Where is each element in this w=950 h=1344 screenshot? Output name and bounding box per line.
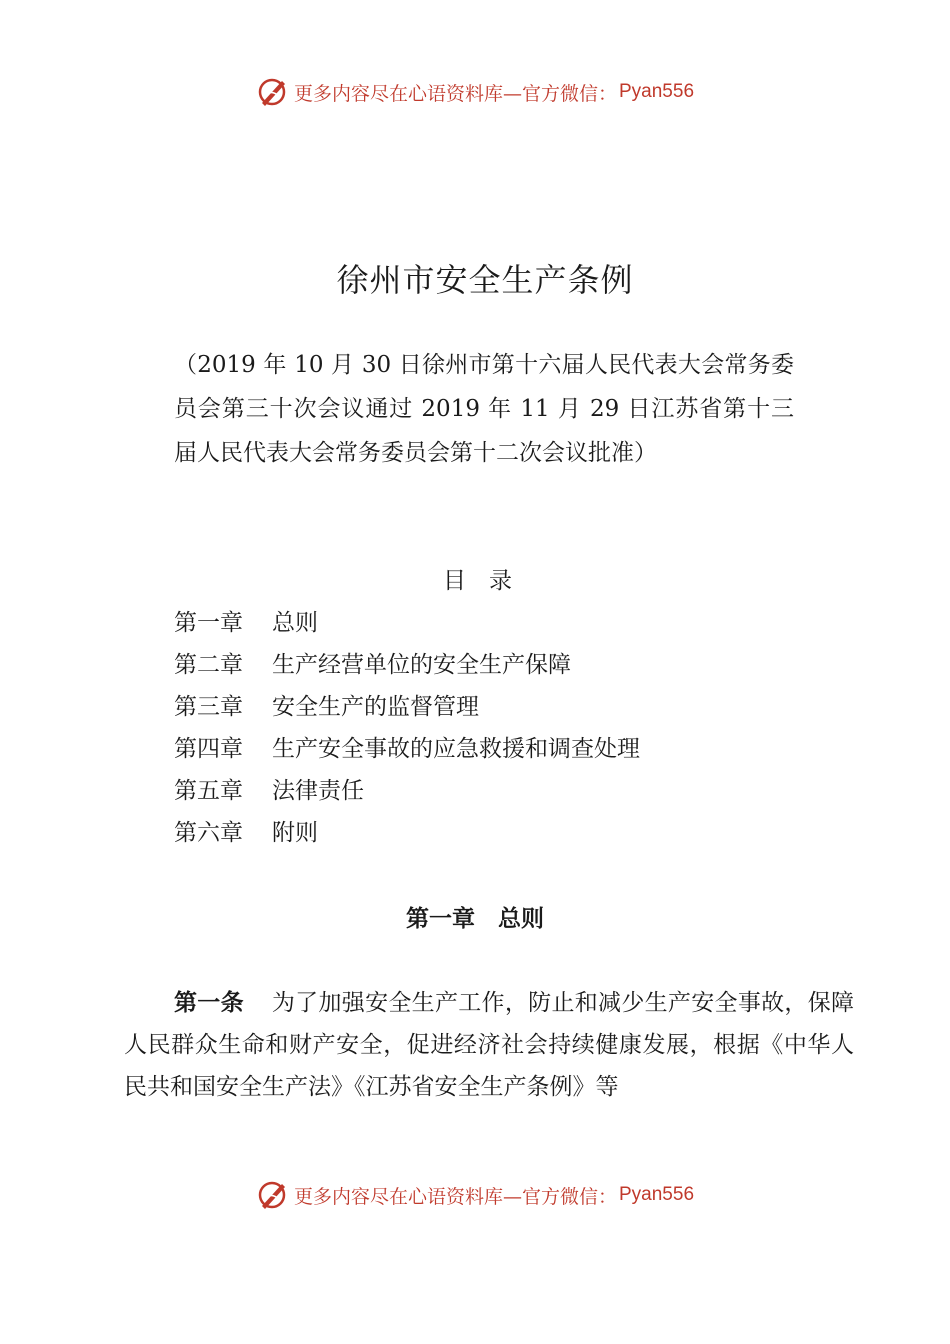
toc-item-number: 第二章	[174, 652, 243, 678]
toc-item-number: 第一章	[174, 610, 243, 636]
watermark-text: 更多内容尽在心语资料库—官方微信：	[293, 82, 617, 105]
toc-item	[174, 602, 640, 644]
toc-item	[174, 812, 640, 854]
watermark-footer	[0, 1175, 950, 1215]
watermark-wechat-id: Pyan556	[619, 81, 695, 102]
toc-item-title: 生产安全事故的应急救援和调查处理	[272, 736, 640, 762]
toc-item	[174, 770, 640, 812]
toc-item	[174, 728, 640, 770]
article-text: 为了加强安全生产工作，防止和减少生产安全事故，保障人民群众生命和财产安全，促进经济社会持续健康发展，根据《中华人民共和国安全生产法》《江苏省安全生产条例》等	[124, 990, 855, 1100]
toc-heading: 目 录	[443, 568, 512, 594]
table-of-contents	[174, 602, 640, 854]
toc-item	[174, 644, 640, 686]
article-label: 第一条	[174, 990, 244, 1016]
document-title: 徐州市安全生产条例	[336, 261, 634, 299]
article-paragraph	[124, 982, 854, 1108]
watermark-header	[0, 72, 950, 112]
watermark-wechat-id: Pyan556	[619, 1184, 695, 1205]
toc-item-number: 第六章	[174, 820, 243, 846]
toc-item-number: 第五章	[174, 778, 243, 804]
watermark-text: 更多内容尽在心语资料库—官方微信：	[293, 1185, 617, 1208]
toc-item-number: 第四章	[174, 736, 243, 762]
toc-item-number: 第三章	[174, 694, 243, 720]
document-subtitle: （2019 年 10 月 30 日徐州市第十六届人民代表大会常务委员会第三十次会议通过 2019 年 11 月 29 日江苏省第十三届人民代表大会常务委员会第十二次会议批准）	[174, 352, 794, 466]
pen-logo-icon	[256, 1178, 290, 1212]
toc-item-title: 附则	[272, 820, 318, 846]
toc-item-title: 总则	[272, 610, 318, 636]
toc-item-title: 安全生产的监督管理	[272, 694, 479, 720]
pen-logo-icon	[256, 75, 290, 109]
toc-item	[174, 686, 640, 728]
chapter-heading: 第一章 总则	[406, 906, 544, 932]
toc-item-title: 生产经营单位的安全生产保障	[272, 652, 571, 678]
toc-item-title: 法律责任	[272, 778, 364, 804]
